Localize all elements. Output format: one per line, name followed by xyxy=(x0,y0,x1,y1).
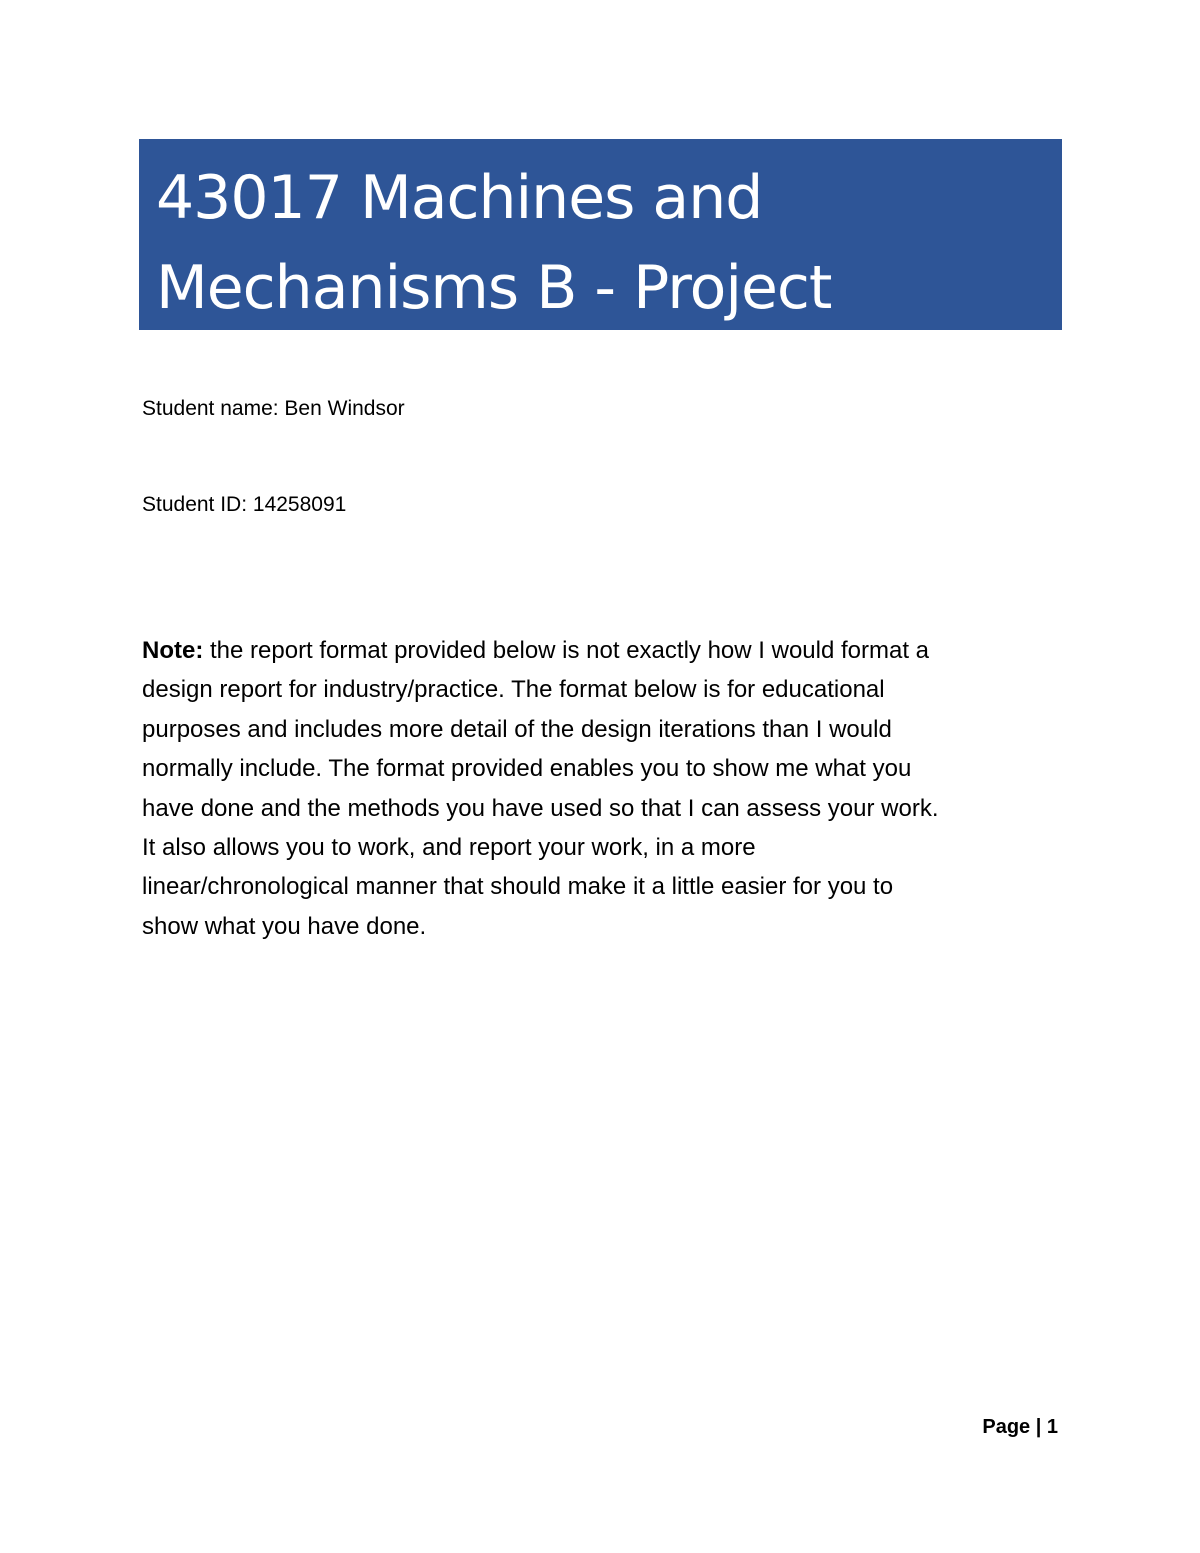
note-line-2: design report for industry/practice. The format below is for educational xyxy=(142,676,885,704)
note-line-6: It also allows you to work, and report your work, in a more xyxy=(142,834,756,862)
note-label: Note: xyxy=(142,637,204,664)
note-line-4: normally include. The format provided enables you to show me what you xyxy=(142,755,912,783)
student-name: Student name: Ben Windsor xyxy=(142,397,405,420)
document-title-line-2: Mechanisms B - Project xyxy=(156,253,832,323)
note-line-1 xyxy=(142,631,1067,670)
student-id: Student ID: 14258091 xyxy=(142,493,347,516)
document-title-line-1: 43017 Machines and xyxy=(156,163,763,233)
title-banner xyxy=(139,139,1062,330)
note-line-1-text: the report format provided below is not exactly how I would format a xyxy=(203,637,930,664)
note-line-5: have done and the methods you have used so that I can assess your work. xyxy=(142,794,939,822)
note-line-3: purposes and includes more detail of the design iterations than I would xyxy=(142,715,892,743)
note-line-8: show what you have done. xyxy=(142,912,427,940)
page-number: Page | 1 xyxy=(982,1416,1058,1438)
note-line-7: linear/chronological manner that should make it a little easier for you to xyxy=(142,873,894,901)
note-paragraph xyxy=(142,631,1067,946)
